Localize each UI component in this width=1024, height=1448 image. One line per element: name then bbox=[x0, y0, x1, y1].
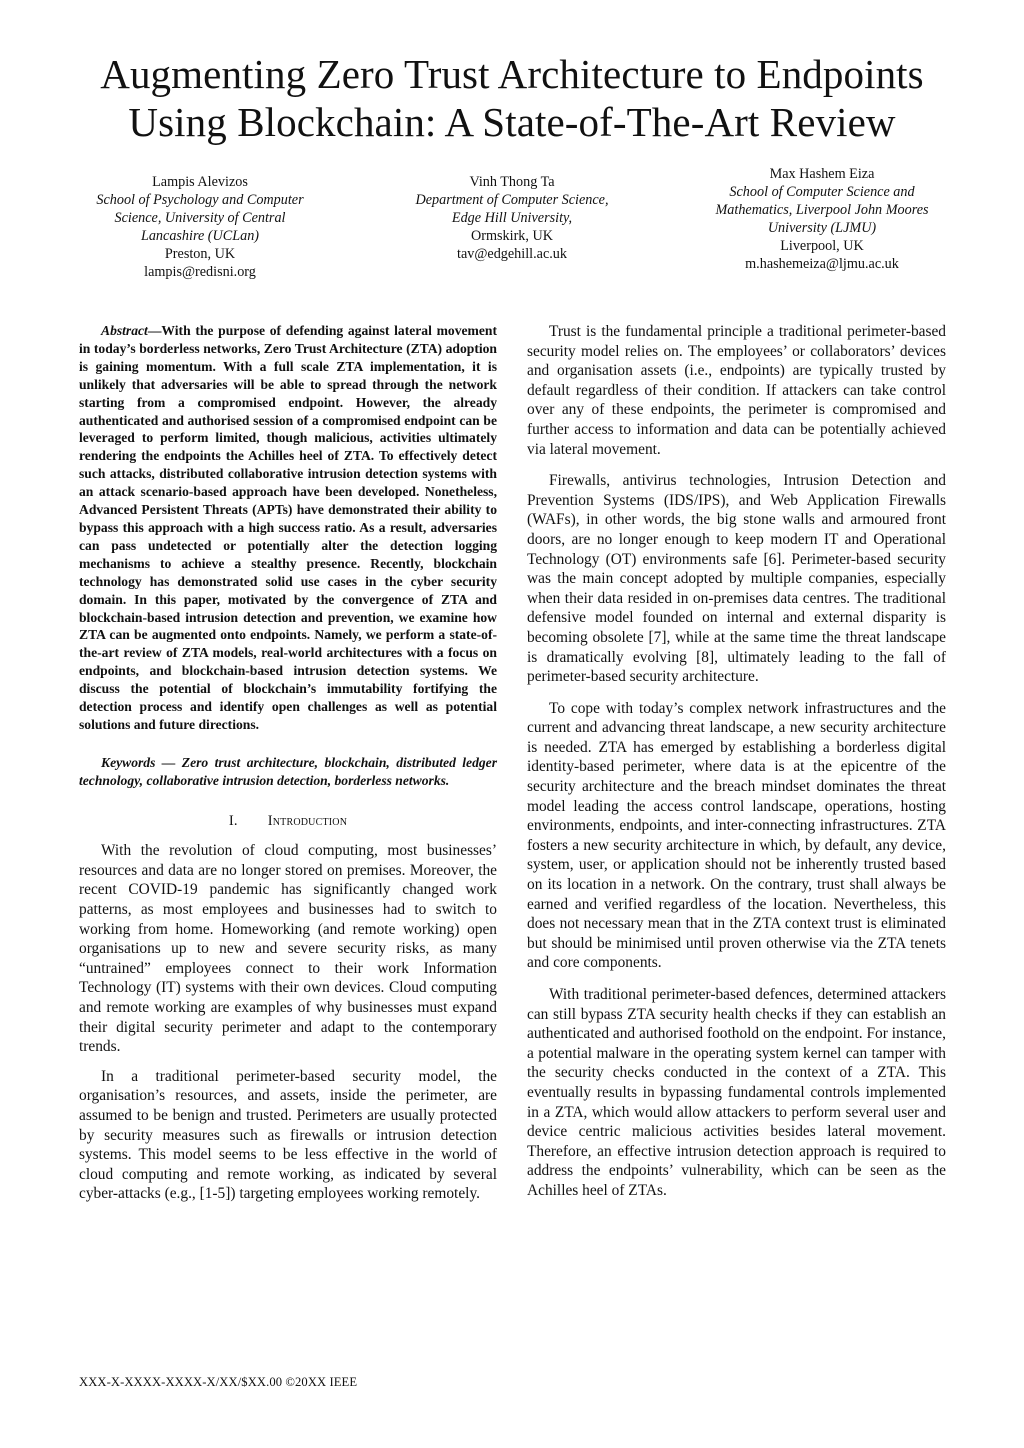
body-paragraph: To cope with today’s complex network infrastructures and the current and advancing threat landscape, a new security architecture is needed. ZTA has emerged by establishing a borderless digital identity-based perimeter, where data is at the epicentre of the security architecture and the breach mindset dominates the threat model leading the access control landscape, operations, hosting environments, endpoints, and inter-connecting infrastructures. ZTA fosters a new security architecture in which, by default, any device, system, user, or application should not be inherently trusted based on its location in a network. On the contrary, trust shall always be earned and verified regardless of the location. Nevertheless, this does not necessary mean that in the ZTA context trust is eliminated but should be minimised until proven otherwise via the ZTA tenets and core components. bbox=[527, 699, 946, 972]
paper-title bbox=[40, 50, 984, 146]
author-affiliation-line: Department of Computer Science, bbox=[415, 192, 609, 208]
author-block-2 bbox=[392, 173, 632, 263]
title-line-2: Using Blockchain: A State-of-The-Art Review bbox=[128, 99, 896, 145]
author-location: Preston, UK bbox=[164, 246, 236, 262]
author-name: Max Hashem Eiza bbox=[769, 166, 875, 182]
author-name: Lampis Alevizos bbox=[152, 174, 248, 190]
keywords: Keywords — Zero trust architecture, blockchain, distributed ledger technology, collaborative intrusion detection, borderless networks. bbox=[79, 754, 497, 788]
title-line-1: Augmenting Zero Trust Architecture to Endpoints bbox=[100, 51, 924, 97]
author-affiliation-line: Science, University of Central bbox=[114, 210, 286, 226]
body-paragraph: Trust is the fundamental principle a traditional perimeter-based security model relies on. The employees’ or collaborators’ devices and organisation assets (i.e., endpoints) are typically trusted by default regardless of their condition. If attackers can take control over any of these endpoints, the perimeter is compromised and further access to information and data can be potentially achieved via lateral movement. bbox=[527, 323, 946, 458]
author-name: Vinh Thong Ta bbox=[469, 174, 555, 190]
left-column bbox=[79, 322, 497, 1214]
body-paragraph: With traditional perimeter-based defences, determined attackers can still bypass ZTA security health checks if they can establish an authenticated and authorised foothold on the endpoint. For instance, a potential malware in the operating system kernel can tamper with the security checks conducted in the context of a ZTA. This eventually results in bypassing fundamental controls implemented in a ZTA, which would allow attackers to perform several user and device centric malicious activities besides lateral movement. Therefore, an effective intrusion detection approach is required to address the endpoints’ vulnerability, which can be seen as the Achilles heel of ZTAs. bbox=[527, 986, 946, 1199]
body-paragraph: In a traditional perimeter-based security model, the organisation’s resources, and assets, inside the perimeter, are assumed to be benign and trusted. Perimeters are usually protected by security measures such as firewalls or intrusion detection systems. This model seems to be less effective in the world of cloud computing and remote working, as indicated by several cyber-attacks (e.g., [1-5]) targeting employees working remotely. bbox=[79, 1067, 497, 1203]
author-affiliation-line: University (LJMU) bbox=[767, 220, 877, 236]
author-location: Ormskirk, UK bbox=[471, 228, 553, 244]
author-email: lampis@redisni.org bbox=[144, 264, 256, 280]
author-affiliation-line: Mathematics, Liverpool John Moores bbox=[715, 202, 929, 218]
author-affiliation-line: Edge Hill University, bbox=[451, 210, 573, 226]
right-column bbox=[527, 322, 946, 1213]
author-affiliation-line: School of Psychology and Computer bbox=[96, 192, 304, 208]
author-email: m.hashemeiza@ljmu.ac.uk bbox=[745, 256, 899, 272]
author-location: Liverpool, UK bbox=[780, 238, 864, 254]
author-block-1 bbox=[82, 173, 318, 281]
body-paragraph: With the revolution of cloud computing, most businesses’ resources and data are no longer stored on premises. Moreover, the recent COVID-19 pandemic has significantly changed work patterns, as most employees and businesses had to switch to working from home. Homeworking (and remote working) open organisations up to new and severe security risks, as many “untrained” employees connect to their work Information Technology (IT) systems with their own devices. Cloud computing and remote working are examples of why businesses must expand their digital security perimeter and adapt to the contemporary trends. bbox=[79, 842, 497, 1056]
author-affiliation-line: School of Computer Science and bbox=[729, 184, 915, 200]
section-heading-introduction bbox=[79, 812, 497, 832]
author-email: tav@edgehill.ac.uk bbox=[457, 246, 567, 262]
body-paragraph: Firewalls, antivirus technologies, Intrusion Detection and Prevention Systems (IDS/IPS), and Web Application Firewalls (WAFs), in other words, the big stone walls and armoured front doors, are no longer enough to keep modern IT and Operational Technology (OT) environments safe [6]. Perimeter-based security was the main concept adopted by multiple companies, especially when their data resided in on-premises data centres. The traditional defensive model founded on internal and external disparity is becoming obsolete [7], while at the same time the threat landscape is dramatically evolving [8], ultimately leading to the fall of perimeter-based security architecture. bbox=[527, 472, 946, 686]
section-title: Introduction bbox=[267, 812, 348, 829]
section-number: I. bbox=[228, 812, 238, 829]
abstract-lead: Abstract bbox=[101, 323, 148, 338]
author-affiliation-line: Lancashire (UCLan) bbox=[140, 228, 260, 244]
copyright-footer: XXX-X-XXXX-XXXX-X/XX/$XX.00 ©20XX IEEE bbox=[79, 1375, 358, 1389]
abstract-body: —With the purpose of defending against lateral movement in today’s borderless networks, Zero Trust Architecture (ZTA) adoption is gaining momentum. With a full scale ZTA implementation, it is unlikely that adversaries will be able to spread through the network starting from a compromised endpoint. However, the already authenticated and authorised session of a compromised endpoint can be leveraged to perform limited, though malicious, activities ultimately rendering the endpoints the Achilles heel of ZTA. To effectively detect such attacks, distributed collaborative intrusion detection systems with an attack scenario-based approach have been developed. Nonetheless, Advanced Persistent Threats (APTs) have demonstrated their ability to bypass this approach with a high success ratio. As a result, adversaries can pass undetected or potentially alter the detection logging mechanisms to achieve a stealthy presence. Recently, blockchain technology has demonstrated solid use cases in the cyber security domain. In this paper, motivated by the convergence of ZTA and blockchain-based intrusion detection and prevention, we examine how ZTA can be augmented onto endpoints. Namely, we perform a state-of-the-art review of ZTA models, real-world architectures with a focus on endpoints, and blockchain-based intrusion detection systems. We discuss the potential of blockchain’s immutability fortifying the detection process and identify open challenges as well as potential solutions and future directions. bbox=[79, 323, 497, 732]
author-block-3 bbox=[690, 165, 954, 273]
abstract bbox=[79, 322, 497, 734]
